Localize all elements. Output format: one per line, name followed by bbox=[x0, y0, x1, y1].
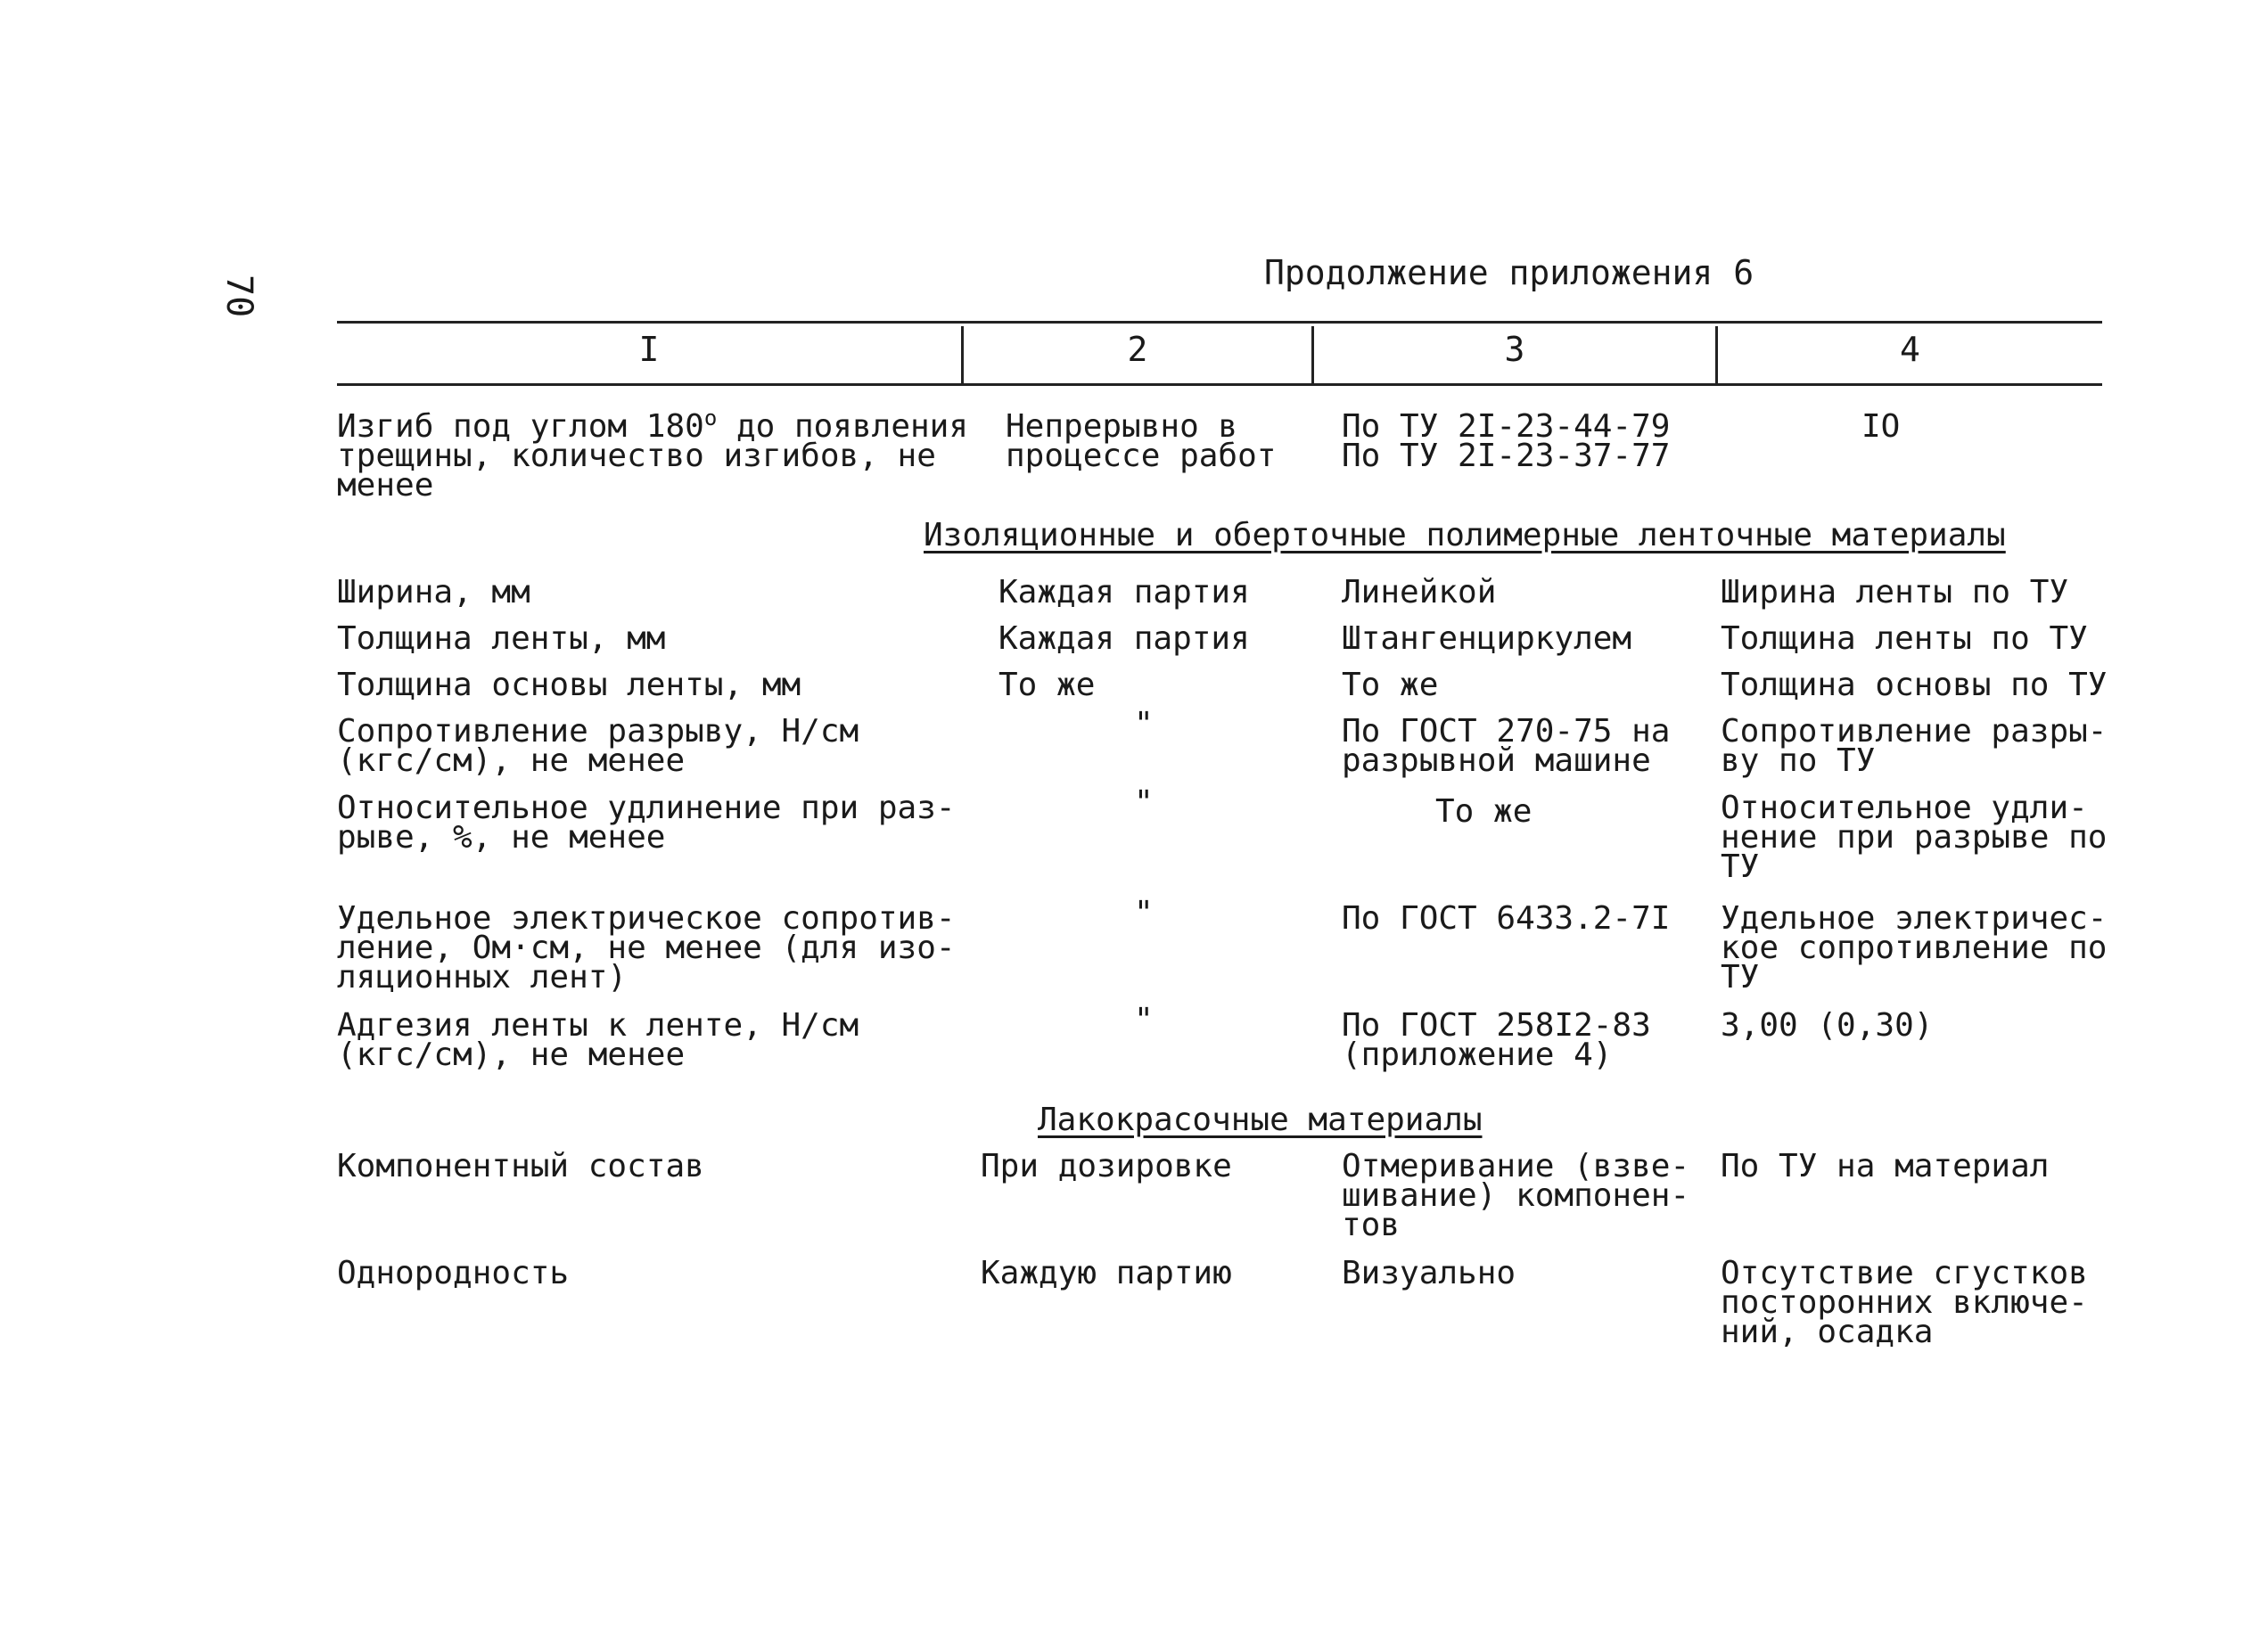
table-cell: Однородность bbox=[337, 1255, 570, 1291]
table-cell: Удельное электрическое сопротив- ление, Ом·см, не менее (для изо- ляционных лент) bbox=[337, 900, 956, 996]
table-cell: Адгезия ленты к ленте, Н/см (кгс/см), не менее bbox=[337, 1007, 859, 1073]
column-header-4: 4 bbox=[1900, 330, 1920, 369]
bend-angle-text: Изгиб под углом 180 bbox=[337, 408, 704, 445]
row-bend-test-norm: IO bbox=[1861, 408, 1901, 445]
table-cell: То же bbox=[1435, 793, 1533, 830]
row-bend-test-method: По ТУ 2I-23-44-79 По ТУ 2I-23-37-77 bbox=[1342, 408, 1671, 474]
table-cell: Линейкой bbox=[1342, 574, 1497, 611]
table-cell: Толщина ленты по ТУ bbox=[1721, 620, 2088, 657]
column-header-2: 2 bbox=[1127, 330, 1148, 369]
table-cell: Толщина основы по ТУ bbox=[1721, 667, 2108, 703]
table-cell: Относительное удли- нение при разрыве по ТУ bbox=[1721, 790, 2108, 885]
row-bend-test-frequency: Непрерывно в процессе работ bbox=[1006, 408, 1277, 474]
bend-test-text-rest: до появления трещины, количество изгибов, не менее bbox=[337, 408, 969, 504]
table-header-bottom-rule bbox=[337, 383, 2102, 386]
table-top-rule bbox=[337, 321, 2102, 324]
section-title-paint-materials: Лакокрасочные материалы bbox=[1038, 1102, 1483, 1138]
page-number: 70 bbox=[218, 275, 259, 318]
table-cell: Ширина, мм bbox=[337, 574, 530, 611]
column-header-1: I bbox=[638, 330, 660, 369]
table-cell: Относительное удлинение при раз- рыве, %, не менее bbox=[337, 790, 956, 856]
table-cell: По ГОСТ 270-75 на разрывной машине bbox=[1342, 713, 1671, 779]
table-cell: Ширина ленты по ТУ bbox=[1721, 574, 2069, 611]
ditto-mark: " bbox=[1134, 706, 1154, 742]
table-cell: Компонентный состав bbox=[337, 1148, 704, 1184]
table-cell: То же bbox=[998, 667, 1096, 703]
row-bend-test-parameter bbox=[337, 406, 969, 504]
table-cell: Визуально bbox=[1342, 1255, 1516, 1291]
ditto-mark: " bbox=[1134, 1002, 1154, 1038]
section-title-tape-materials: Изоляционные и оберточные полимерные ленточные материалы bbox=[924, 517, 2006, 553]
ditto-mark: " bbox=[1134, 895, 1154, 931]
table-cell: Штангенциркулем bbox=[1342, 620, 1632, 657]
table-cell: По ГОСТ 6433.2-7I bbox=[1342, 900, 1671, 937]
table-cell: Сопротивление разры- ву по ТУ bbox=[1721, 713, 2108, 779]
table-cell: При дозировке bbox=[981, 1148, 1232, 1184]
appendix-continuation-title: Продолжение приложения 6 bbox=[1264, 253, 1754, 292]
ditto-mark: " bbox=[1134, 784, 1154, 821]
table-cell: Толщина ленты, мм bbox=[337, 620, 666, 657]
table-cell: Отмеривание (взве- шивание) компонен- тов bbox=[1342, 1148, 1690, 1243]
table-cell: Сопротивление разрыву, Н/см (кгс/см), не менее bbox=[337, 713, 859, 779]
table-cell: Каждая партия bbox=[998, 620, 1250, 657]
table-cell: 3,00 (0,30) bbox=[1721, 1007, 1934, 1044]
table-cell: Каждую партию bbox=[981, 1255, 1232, 1291]
table-cell: Каждая партия bbox=[998, 574, 1250, 611]
table-cell: Удельное электричес- кое сопротивление по ТУ bbox=[1721, 900, 2108, 996]
table-cell: По ГОСТ 258I2-83 (приложение 4) bbox=[1342, 1007, 1651, 1073]
table-cell: По ТУ на материал bbox=[1721, 1148, 2050, 1184]
table-cell: То же bbox=[1342, 667, 1439, 703]
column-header-3: 3 bbox=[1504, 330, 1525, 369]
table-cell: Отсутствие сгустков посторонних включе- ний, осадка bbox=[1721, 1255, 2088, 1350]
degree-superscript: о bbox=[703, 406, 718, 430]
table-cell: Толщина основы ленты, мм bbox=[337, 667, 801, 703]
